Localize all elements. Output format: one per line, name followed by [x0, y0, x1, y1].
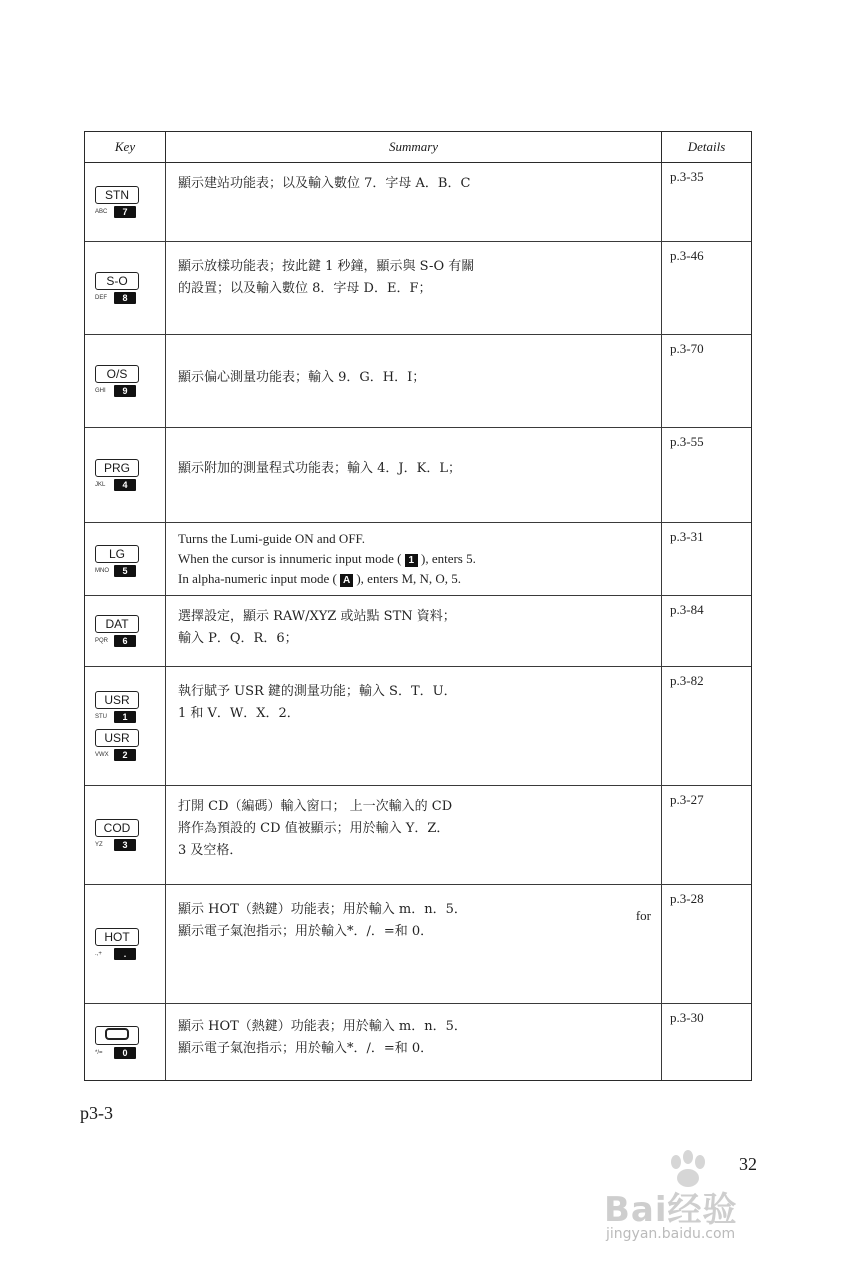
table-header	[85, 132, 751, 163]
table-row	[85, 786, 751, 885]
summary-text: In alpha-numeric input mode ( A ), enters M, N, O, 5.	[178, 571, 462, 586]
details-ref: p.3-31	[661, 523, 751, 599]
summary-text: 將作為預設的 CD 值被顯示；用於輸入 Y．Z．	[178, 821, 450, 836]
summary-text: 顯示放樣功能表；按此鍵 1 秒鐘，顯示與 S-O 有關	[178, 259, 475, 274]
key-hot: HOT .,+ .	[95, 928, 139, 960]
summary-text: 選擇設定，顯示 RAW/XYZ 或站點 STN 資料；	[178, 609, 456, 624]
table-row	[85, 523, 751, 596]
summary-text: Turns the Lumi-guide ON and OFF.	[178, 531, 365, 546]
header-summary: Summary	[165, 132, 661, 162]
bubble-icon	[105, 1028, 129, 1040]
key-cod: COD YZ 3	[95, 819, 139, 851]
table-row	[85, 335, 751, 428]
header-details: Details	[661, 132, 751, 162]
key-bubble: */= 0	[95, 1026, 139, 1059]
summary-text: 顯示偏心測量功能表；輸入 9．G．H．I；	[178, 370, 426, 385]
summary-text: 顯示建站功能表；以及輸入數位 7．字母 A．B．C	[178, 176, 471, 191]
key-s-o: S-O DEF 8	[95, 272, 139, 304]
details-ref: p.3-46	[661, 242, 751, 334]
header-key: Key	[114, 139, 136, 154]
details-ref: p.3-35	[661, 163, 751, 241]
table-row	[85, 428, 751, 523]
key-usr-2: USR VWX 2	[95, 729, 139, 761]
details-ref: p.3-28	[661, 885, 751, 1003]
table-row	[85, 242, 751, 335]
watermark	[600, 1150, 810, 1250]
alpha-mode-indicator: A	[340, 574, 353, 587]
summary-text: 顯示 HOT（熱鍵）功能表；用於輸入 m．n．5．	[178, 902, 467, 917]
details-ref: p.3-84	[661, 596, 751, 666]
summary-text: 顯示 HOT（熱鍵）功能表；用於輸入 m．n．5．	[178, 1019, 467, 1034]
numeric-mode-indicator: 1	[405, 554, 418, 567]
details-ref: p.3-55	[661, 428, 751, 522]
key-summary-table	[84, 131, 752, 1081]
details-ref: p.3-70	[661, 335, 751, 427]
summary-text: 1 和 V．W．X．2．	[178, 706, 300, 721]
margin-note: for	[635, 908, 651, 923]
summary-text: 的設置；以及輸入數位 8．字母 D．E．F；	[178, 281, 432, 296]
summary-text: 執行賦予 USR 鍵的測量功能；輸入 S．T．U．	[178, 684, 457, 699]
key-stn: STN ABC 7	[95, 186, 139, 218]
details-ref: p.3-82	[661, 667, 751, 785]
key-o-s: O/S GHI 9	[95, 365, 139, 397]
details-ref: p.3-27	[661, 786, 751, 884]
summary-text: 打開 CD（編碼）輸入窗口； 上一次輸入的 CD	[178, 799, 453, 814]
summary-text: When the cursor is innumeric input mode ( 1 ), enters 5.	[178, 551, 476, 566]
summary-text: 輸入 P．Q．R．6；	[178, 631, 298, 646]
summary-text: 顯示附加的測量程式功能表；輸入 4．J．K．L；	[178, 461, 461, 476]
watermark-brand: Bai经验	[604, 1190, 738, 1230]
key-prg: PRG JKL 4	[95, 459, 139, 491]
table-row	[85, 163, 751, 242]
details-ref: p.3-30	[661, 1004, 751, 1080]
key-dat: DAT PQR 6	[95, 615, 139, 647]
footnote: p3-3	[80, 1103, 113, 1123]
table-row	[85, 885, 751, 1004]
summary-text: 顯示電子氣泡指示；用於輸入*．/．=和 0．	[178, 924, 434, 939]
key-lg: LG MNO 5	[95, 545, 139, 577]
table-row	[85, 1004, 751, 1080]
table-row	[85, 667, 751, 786]
table-row	[85, 596, 751, 667]
summary-text: 3 及空格．	[178, 843, 243, 858]
page-number: 32	[739, 1154, 757, 1174]
summary-text: 顯示電子氣泡指示；用於輸入*．/．=和 0．	[178, 1041, 434, 1056]
key-usr-1: USR STU 1	[95, 691, 139, 723]
watermark-url: jingyan.baidu.com	[606, 1226, 736, 1242]
